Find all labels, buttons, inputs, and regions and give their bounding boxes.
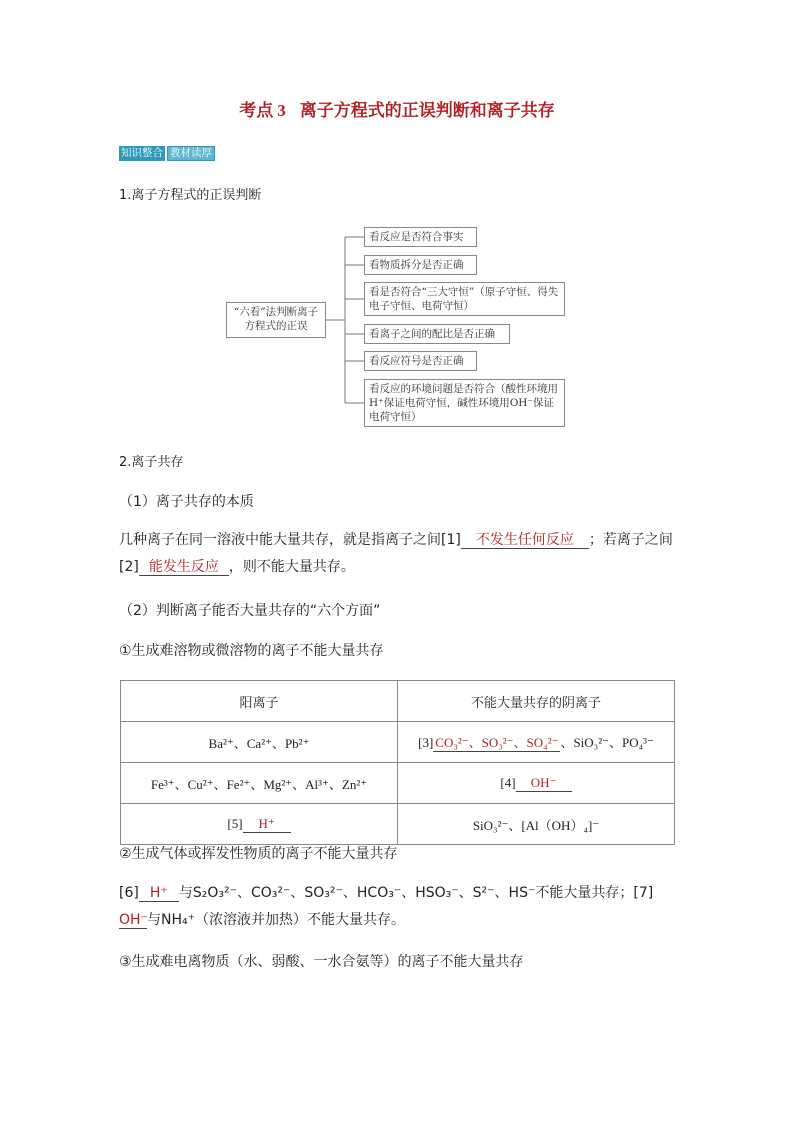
anion-suffix: 、SiO₃²⁻、PO₄³⁻ [560, 735, 654, 750]
answer-blank-1: 不发生任何反应 [461, 532, 589, 549]
title-number: 3 [277, 101, 286, 120]
diagram-connectors [0, 0, 794, 440]
ion-table [120, 680, 675, 845]
essence-text-d: ，则不能大量共存。 [228, 559, 355, 575]
answer-blank-4: OH⁻ [516, 775, 572, 792]
diagram-branch-5: 看反应符号是否正确 [364, 351, 477, 371]
badge-left: 知识整合 [121, 147, 163, 159]
gas-text-a: [6] [119, 885, 139, 901]
diagram-branch-2: 看物质拆分是否正确 [364, 255, 477, 275]
table-header-cation: 阳离子 [121, 681, 398, 722]
section2-heading: 2.离子共存 [119, 455, 184, 470]
badge-right: 教材读厚 [167, 146, 215, 161]
gas-text-c: 与NH₄⁺（浓溶液并加热）不能大量共存。 [147, 912, 406, 928]
point-3: ③生成难电离物质（水、弱酸、一水合氨等）的离子不能大量共存 [119, 954, 524, 970]
table-header-row [121, 681, 675, 722]
essence-text-a: 几种离子在同一溶液中能大量共存，就是指离子之间[1] [119, 532, 461, 548]
answer-blank-5: H⁺ [243, 816, 291, 833]
cation-cell: Ba²⁺、Ca²⁺、Pb²⁺ [121, 722, 398, 763]
section2-sub1: （1）离子共存的本质 [119, 494, 254, 510]
diagram-branch-1: 看反应是否符合事实 [364, 227, 477, 247]
answer-blank-7: OH⁻ [119, 912, 148, 928]
essence-text-b: ；若离子之间 [588, 532, 673, 548]
point-2: ②生成气体或挥发性物质的离子不能大量共存 [119, 846, 398, 862]
anion-cell: SiO₃²⁻、[Al（OH）₄]⁻ [398, 804, 675, 845]
title-text: 离子方程式的正误判断和离子共存 [299, 101, 555, 121]
anion-cell [398, 722, 675, 763]
diagram-branch-6: 看反应的环境问题是否符合（酸性环境用H⁺保证电荷守恒，碱性环境用OH⁻保证电荷守恒） [364, 379, 565, 427]
table-row [121, 763, 675, 804]
diagram-branch-4: 看离子之间的配比是否正确 [364, 324, 510, 344]
cation-cell [121, 804, 398, 845]
table-header-anion: 不能大量共存的阴离子 [398, 681, 675, 722]
point-1: ①生成难溶物或微溶物的离子不能大量共存 [119, 643, 384, 659]
answer-blank-6: H⁺ [139, 885, 179, 902]
anion-cell [398, 763, 675, 804]
title-prefix: 考点 [239, 101, 274, 121]
essence-text-c: [2] [119, 559, 139, 575]
anion-prefix: [3] [418, 735, 434, 750]
section1-heading: 1.离子方程式的正误判断 [119, 188, 262, 203]
gas-text-b: 与S₂O₃²⁻、CO₃²⁻、SO₃²⁻、HCO₃⁻、HSO₃⁻、S²⁻、HS⁻不能大量共存；[7] [178, 885, 654, 901]
cation-prefix: [5] [227, 815, 243, 831]
gas-paragraph [119, 880, 679, 934]
anion-prefix: [4] [500, 774, 516, 790]
cation-cell: Fe³⁺、Cu²⁺、Fe²⁺、Mg²⁺、Al³⁺、Zn²⁺ [121, 763, 398, 804]
table-row [121, 804, 675, 845]
six-checks-diagram [0, 0, 794, 440]
section2-sub2: （2）判断离子能否大量共存的“六个方面” [119, 603, 381, 619]
essence-paragraph [119, 527, 679, 581]
diagram-branch-3: 看是否符合“三大守恒”（原子守恒、得失电子守恒、电荷守恒） [364, 282, 565, 316]
diagram-root: “六看”法判断离子方程式的正误 [226, 302, 326, 338]
answer-blank-2: 能发生反应 [139, 559, 229, 576]
answer-blank-3: CO₃²⁻、SO₃²⁻、SO₄²⁻ [435, 735, 559, 750]
table-row [121, 722, 675, 763]
